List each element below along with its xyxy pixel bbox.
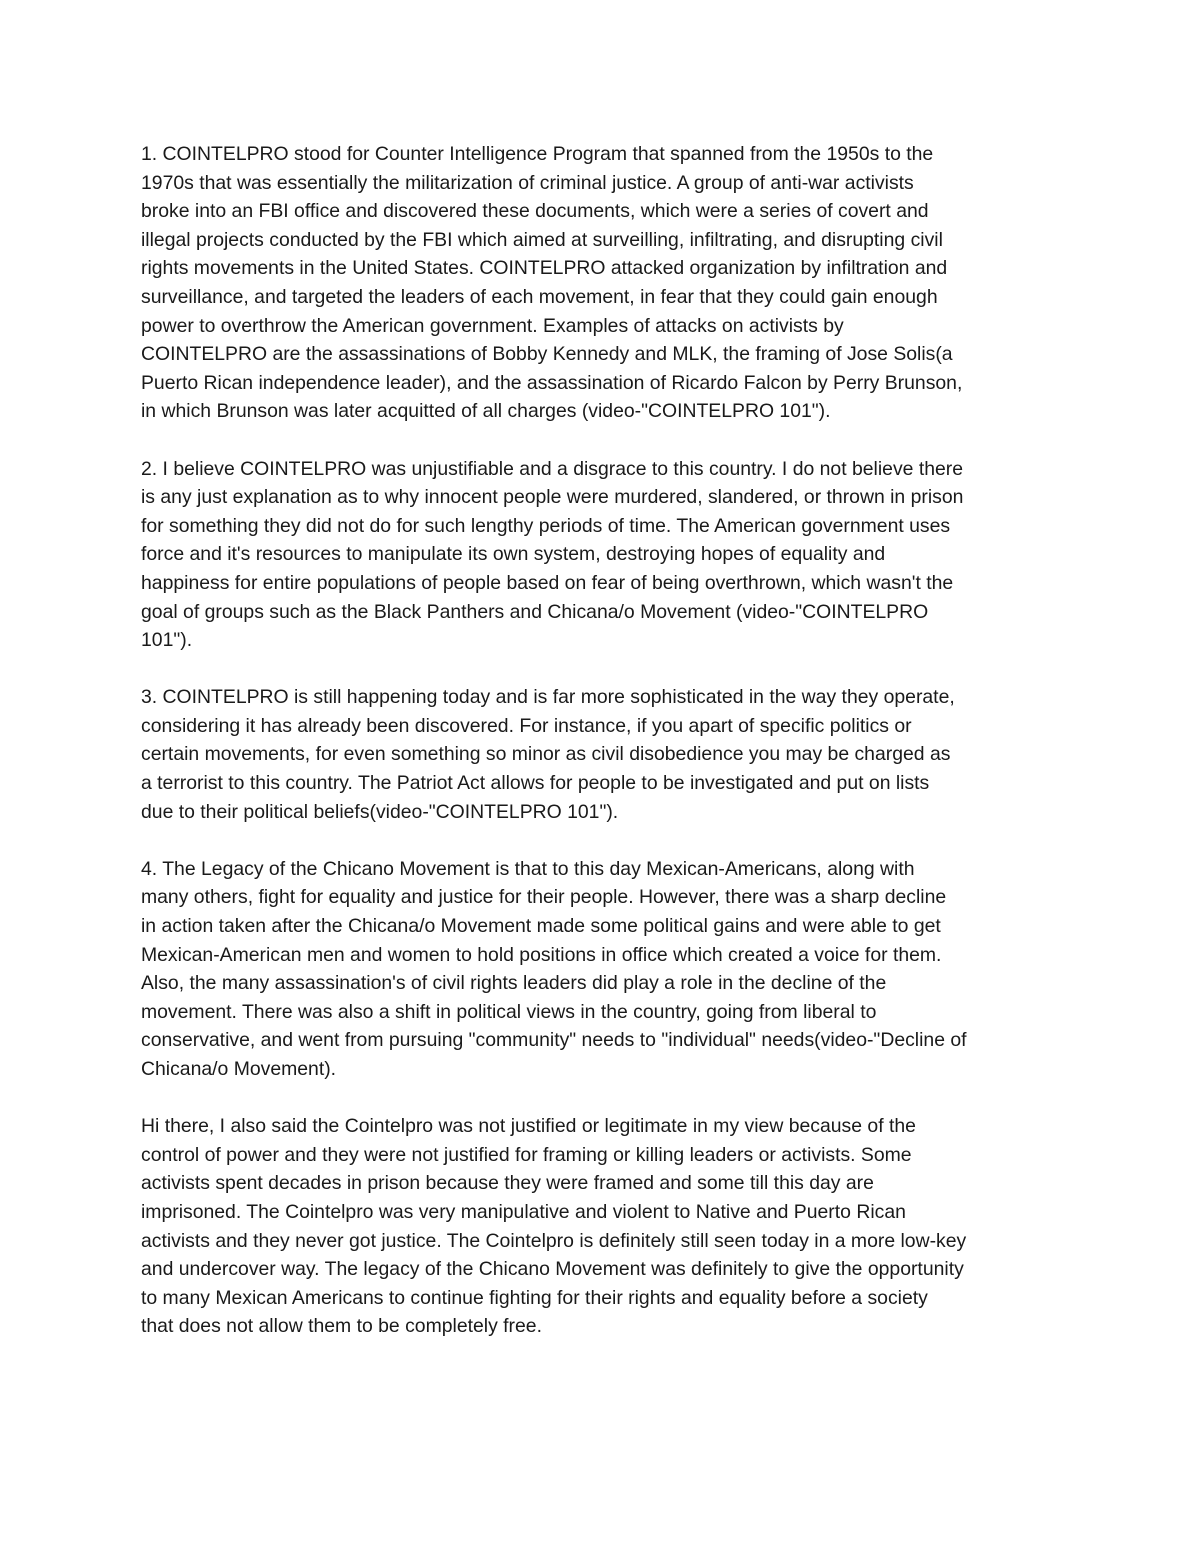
text-line: control of power and they were not justified for framing or killing leaders or activists. Some xyxy=(141,1143,912,1166)
text-line: COINTELPRO are the assassinations of Bobby Kennedy and MLK, the framing of Jose Solis(a xyxy=(141,343,953,366)
text-line: 3. COINTELPRO is still happening today and is far more sophisticated in the way they operate, xyxy=(141,686,955,709)
paragraph-5 xyxy=(141,1112,1066,1341)
text-line: certain movements, for even something so minor as civil disobedience you may be charged as xyxy=(141,743,951,766)
text-line: rights movements in the United States. COINTELPRO attacked organization by infiltration and xyxy=(141,257,948,280)
text-line: conservative, and went from pursuing "community" needs to "individual" needs(video-"Decline of xyxy=(141,1029,967,1052)
text-line: surveillance, and targeted the leaders of each movement, in fear that they could gain enough xyxy=(141,285,938,308)
text-line: Mexican-American men and women to hold positions in office which created a voice for them. xyxy=(141,943,942,966)
text-line: broke into an FBI office and discovered these documents, which were a series of covert and xyxy=(141,200,929,223)
text-line: is any just explanation as to why innocent people were murdered, slandered, or thrown in prison xyxy=(141,486,964,509)
text-line: activists spent decades in prison because they were framed and some till this day are xyxy=(141,1172,874,1195)
text-line: imprisoned. The Cointelpro was very manipulative and violent to Native and Puerto Rican xyxy=(141,1200,906,1223)
text-line: 1970s that was essentially the militarization of criminal justice. A group of anti-war activists xyxy=(141,171,914,194)
text-line: that does not allow them to be completely free. xyxy=(141,1315,542,1338)
text-line: power to overthrow the American government. Examples of attacks on activists by xyxy=(141,314,844,337)
text-line: many others, fight for equality and justice for their people. However, there was a sharp decline xyxy=(141,886,947,909)
text-line: due to their political beliefs(video-"COINTELPRO 101"). xyxy=(141,800,619,823)
text-line: and undercover way. The legacy of the Chicano Movement was definitely to give the opportunity xyxy=(141,1258,964,1281)
text-line: in which Brunson was later acquitted of all charges (video-"COINTELPRO 101"). xyxy=(141,400,831,423)
text-line: movement. There was also a shift in political views in the country, going from liberal to xyxy=(141,1000,877,1023)
text-line: illegal projects conducted by the FBI which aimed at surveilling, infiltrating, and disrupting civil xyxy=(141,228,943,251)
text-line: Chicana/o Movement). xyxy=(141,1058,337,1080)
text-line: 4. The Legacy of the Chicano Movement is that to this day Mexican-Americans, along with xyxy=(141,857,915,880)
text-line: to many Mexican Americans to continue fighting for their rights and equality before a society xyxy=(141,1286,928,1309)
text-line: goal of groups such as the Black Panthers and Chicana/o Movement (video-"COINTELPRO xyxy=(141,600,929,623)
text-line: a terrorist to this country. The Patriot Act allows for people to be investigated and put on lists xyxy=(141,772,930,795)
text-line: in action taken after the Chicana/o Movement made some political gains and were able to get xyxy=(141,915,941,938)
text-line: Puerto Rican independence leader), and the assassination of Ricardo Falcon by Perry Brunson, xyxy=(141,371,963,394)
text-line: Also, the many assassination's of civil rights leaders did play a role in the decline of the xyxy=(141,972,887,995)
text-line: force and it's resources to manipulate its own system, destroying hopes of equality and xyxy=(141,543,886,566)
text-line: for something they did not do for such lengthy periods of time. The American government uses xyxy=(141,514,951,537)
text-line: activists and they never got justice. The Cointelpro is definitely still seen today in a more low-key xyxy=(141,1229,967,1252)
text-line: Hi there, I also said the Cointelpro was not justified or legitimate in my view because of the xyxy=(141,1115,916,1138)
paragraph-3 xyxy=(141,683,1066,826)
paragraph-4 xyxy=(141,855,1066,1084)
paragraph-1 xyxy=(141,140,1066,426)
document-body xyxy=(141,140,1066,1370)
text-line: considering it has already been discovered. For instance, if you apart of specific politics or xyxy=(141,714,912,737)
paragraph-2 xyxy=(141,455,1066,655)
text-line: 1. COINTELPRO stood for Counter Intelligence Program that spanned from the 1950s to the xyxy=(141,143,934,165)
text-line: happiness for entire populations of people based on fear of being overthrown, which wasn't the xyxy=(141,571,954,594)
text-line: 101"). xyxy=(141,629,193,652)
text-line: 2. I believe COINTELPRO was unjustifiable and a disgrace to this country. I do not believe there xyxy=(141,457,964,480)
